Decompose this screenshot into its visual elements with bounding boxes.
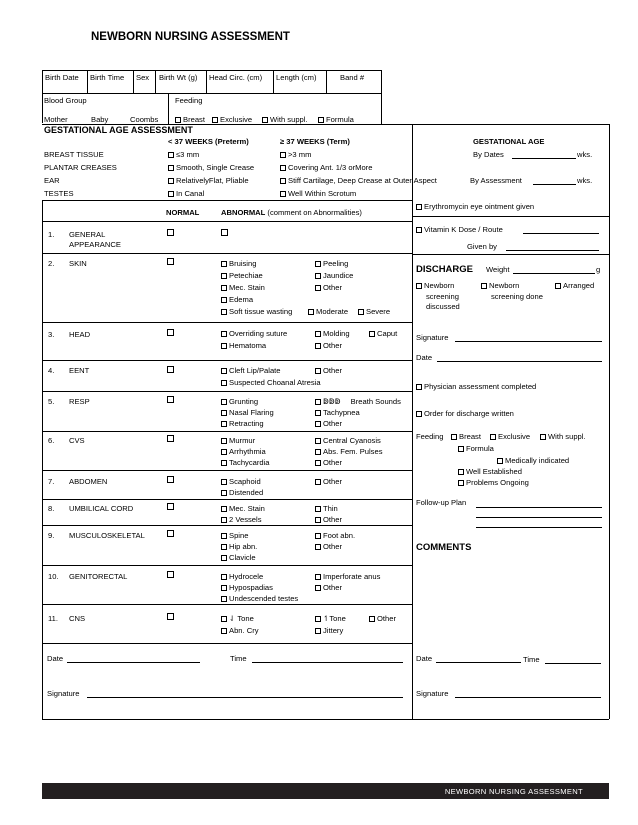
resp-tachypnea-option[interactable]: Tachypnea <box>315 408 360 417</box>
system-9-name: MUSCULOSKELETAL <box>69 531 145 540</box>
by-assessment-field[interactable] <box>533 184 576 185</box>
general-normal-checkbox[interactable] <box>167 229 174 236</box>
eent-normal-checkbox[interactable] <box>167 366 174 373</box>
checkbox-icon[interactable] <box>315 533 321 539</box>
umbilical-other-option[interactable]: Other <box>315 515 342 524</box>
resp-retracting-option[interactable]: Retracting <box>221 419 264 428</box>
birth-time-header: Birth Time <box>90 73 125 82</box>
cns-normal-checkbox[interactable] <box>167 613 174 620</box>
checkbox-icon[interactable] <box>458 480 464 486</box>
resp-normal-checkbox[interactable] <box>167 396 174 403</box>
testes-label: TESTES <box>44 189 74 198</box>
resp-grunting-option[interactable]: Grunting <box>221 397 258 406</box>
plantar-creases-label: PLANTAR CREASES <box>44 163 117 172</box>
checkbox-icon[interactable] <box>175 117 181 123</box>
checkbox-icon[interactable] <box>221 596 227 602</box>
checkbox-icon[interactable] <box>458 469 464 475</box>
checkbox-icon[interactable] <box>221 506 227 512</box>
checkbox-icon[interactable] <box>221 309 227 315</box>
checkbox-icon[interactable] <box>221 421 227 427</box>
checkbox-icon[interactable] <box>221 460 227 466</box>
checkbox-icon[interactable] <box>280 178 286 184</box>
footer-bar <box>42 783 609 799</box>
vitamin-k-dose-field[interactable] <box>523 233 599 234</box>
baby-label: Baby <box>91 115 109 124</box>
checkbox-icon[interactable] <box>168 191 174 197</box>
followup-line-2[interactable] <box>476 517 602 518</box>
comments-heading: COMMENTS <box>416 542 472 553</box>
checkbox-icon[interactable] <box>221 555 227 561</box>
discharge-date-label: Date <box>416 353 433 362</box>
normal-header: NORMAL <box>166 208 200 217</box>
right-date-field[interactable] <box>436 662 521 663</box>
screening-discussed-line2: screening <box>426 292 459 301</box>
checkbox-icon[interactable] <box>221 331 227 337</box>
given-by-field[interactable] <box>506 250 599 251</box>
checkbox-icon[interactable] <box>481 283 487 289</box>
checkbox-icon[interactable] <box>369 331 375 337</box>
discharge-formula-option[interactable]: Formula <box>458 444 494 453</box>
problems-ongoing-option[interactable]: Problems Ongoing <box>458 478 529 487</box>
musculo-spine-option[interactable]: Spine <box>221 531 248 540</box>
medically-indicated-option[interactable]: Medically indicated <box>497 456 569 465</box>
discharge-exclusive-option[interactable]: Exclusive <box>490 432 530 441</box>
skin-soft-tissue-option[interactable]: Soft tissue wasting <box>221 307 292 316</box>
checkbox-icon[interactable] <box>221 490 227 496</box>
system-7-name: ABDOMEN <box>69 477 108 486</box>
checkbox-icon[interactable] <box>315 285 321 291</box>
head-molding-option[interactable]: Molding <box>315 329 350 338</box>
cvs-cyanosis-option[interactable]: Central Cyanosis <box>315 436 381 445</box>
musculo-other-option[interactable]: Other <box>315 542 342 551</box>
skin-jaundice-option[interactable]: Jaundice <box>315 271 353 280</box>
checkbox-icon[interactable] <box>369 616 375 622</box>
general-abnormal-checkbox[interactable] <box>221 229 228 236</box>
plantar-term-option[interactable]: Covering Ant. 1/3 orMore <box>280 163 372 172</box>
discharge-order-option[interactable]: Order for discharge written <box>416 409 514 418</box>
checkbox-icon[interactable] <box>315 368 321 374</box>
checkbox-icon[interactable] <box>168 178 174 184</box>
discharge-weight-label: Weight <box>486 265 510 274</box>
bottom-signature-label: Signature <box>47 689 80 698</box>
head-caput-option[interactable]: Caput <box>369 329 397 338</box>
checkbox-icon[interactable] <box>451 434 457 440</box>
checkbox-icon[interactable] <box>315 449 321 455</box>
breast-term-option[interactable]: >3 mm <box>280 150 311 159</box>
cvs-fem-pulses-option[interactable]: Abs. Fem. Pulses <box>315 447 383 456</box>
resp-breath-sounds-option[interactable]: ↁↁↁ Breath Sounds <box>315 397 401 406</box>
head-other-option[interactable]: Other <box>315 341 342 350</box>
abdomen-normal-checkbox[interactable] <box>167 476 174 483</box>
checkbox-icon[interactable] <box>221 410 227 416</box>
checkbox-icon[interactable] <box>221 380 227 386</box>
checkbox-icon[interactable] <box>416 283 422 289</box>
checkbox-icon[interactable] <box>221 438 227 444</box>
system-11-name: CNS <box>69 614 86 623</box>
skin-mec-stain-option[interactable]: Mec. Stain <box>221 283 265 292</box>
checkbox-icon[interactable] <box>315 616 321 622</box>
cvs-tachycardia-option[interactable]: Tachycardia <box>221 458 270 467</box>
abnormal-header: ABNORMAL (comment on Abnormalities) <box>221 208 362 217</box>
given-by-label: Given by <box>467 242 497 251</box>
feeding-label: Feeding <box>175 96 203 105</box>
head-hematoma-option[interactable]: Hematoma <box>221 341 266 350</box>
checkbox-icon[interactable] <box>358 309 364 315</box>
abdomen-scaphoid-option[interactable]: Scaphoid <box>221 477 261 486</box>
eent-cleft-option[interactable]: Cleft Lip/Palate <box>221 366 281 375</box>
by-dates-field[interactable] <box>512 158 576 159</box>
checkbox-icon[interactable] <box>168 152 174 158</box>
discharge-with-suppl-option[interactable]: With suppl. <box>540 432 586 441</box>
footer-title: NEWBORN NURSING ASSESSMENT <box>444 787 583 796</box>
screening-arranged-option[interactable]: Arranged <box>555 281 594 290</box>
system-1-name-line2: APPEARANCE <box>69 240 121 249</box>
cvs-normal-checkbox[interactable] <box>167 435 174 442</box>
checkbox-icon[interactable] <box>221 368 227 374</box>
wks-label: wks. <box>577 150 593 159</box>
checkbox-icon[interactable] <box>315 331 321 337</box>
checkbox-icon[interactable] <box>315 506 321 512</box>
musculo-hip-option[interactable]: Hip abn. <box>221 542 257 551</box>
right-time-label: Time <box>523 655 540 664</box>
skin-peeling-option[interactable]: Peeling <box>315 259 348 268</box>
cvs-arrhythmia-option[interactable]: Arrhythmia <box>221 447 266 456</box>
checkbox-icon[interactable] <box>315 438 321 444</box>
system-4-number: 4. <box>48 366 55 375</box>
checkbox-icon[interactable] <box>315 273 321 279</box>
system-8-name: UMBILICAL CORD <box>69 504 134 513</box>
right-signature-label: Signature <box>416 689 449 698</box>
sex-header: Sex <box>136 73 150 82</box>
eent-other-option[interactable]: Other <box>315 366 342 375</box>
umbilical-2-vessels-option[interactable]: 2 Vessels <box>221 515 262 524</box>
cns-jittery-option[interactable]: Jittery <box>315 626 343 635</box>
feed-breast-option[interactable]: Breast <box>175 115 205 124</box>
system-3-number: 3. <box>48 330 55 339</box>
checkbox-icon[interactable] <box>280 191 286 197</box>
checkbox-icon[interactable] <box>318 117 324 123</box>
resp-nasal-flaring-option[interactable]: Nasal Flaring <box>221 408 274 417</box>
musculo-clavicle-option[interactable]: Clavicle <box>221 553 256 562</box>
umbilical-normal-checkbox[interactable] <box>167 503 174 510</box>
checkbox-icon[interactable] <box>280 152 286 158</box>
ear-preterm-option[interactable]: RelativelyFlat, Pliable <box>168 176 249 185</box>
cns-abn-cry-option[interactable]: Abn. Cry <box>221 626 259 635</box>
checkbox-icon[interactable] <box>315 585 321 591</box>
genito-normal-checkbox[interactable] <box>167 571 174 578</box>
followup-label: Follow-up Plan <box>416 498 467 507</box>
checkbox-icon[interactable] <box>315 399 321 405</box>
system-2-name: SKIN <box>69 259 87 268</box>
checkbox-icon[interactable] <box>416 384 422 390</box>
checkbox-icon[interactable] <box>315 517 321 523</box>
checkbox-icon[interactable] <box>315 410 321 416</box>
coombs-label: Coombs <box>130 115 159 124</box>
gestational-heading: GESTATIONAL AGE ASSESSMENT <box>44 125 193 135</box>
checkbox-icon[interactable] <box>221 285 227 291</box>
blood-group-label: Blood Group <box>44 96 87 105</box>
screening-discussed-option[interactable]: Newborn <box>416 281 454 290</box>
cns-low-tone-option[interactable]: ⇃ Tone <box>221 614 254 623</box>
system-6-name: CVS <box>69 436 85 445</box>
birth-weight-header: Birth Wt (g) <box>159 73 198 82</box>
term-header: ≥ 37 WEEKS (Term) <box>280 137 350 146</box>
system-2-number: 2. <box>48 259 55 268</box>
checkbox-icon[interactable] <box>262 117 268 123</box>
checkbox-icon[interactable] <box>315 460 321 466</box>
checkbox-icon[interactable] <box>221 616 227 622</box>
discharge-signature-label: Signature <box>416 333 449 342</box>
system-3-name: HEAD <box>69 330 91 339</box>
checkbox-icon[interactable] <box>490 434 496 440</box>
bottom-time-field[interactable] <box>252 662 403 663</box>
checkbox-icon[interactable] <box>416 204 422 210</box>
checkbox-icon[interactable] <box>555 283 561 289</box>
system-5-number: 5. <box>48 397 55 406</box>
right-signature-field[interactable] <box>455 697 601 698</box>
system-6-number: 6. <box>48 436 55 445</box>
checkbox-icon[interactable] <box>212 117 218 123</box>
checkbox-icon[interactable] <box>458 446 464 452</box>
discharge-breast-option[interactable]: Breast <box>451 432 481 441</box>
breast-preterm-option[interactable]: ≤3 mm <box>168 150 199 159</box>
checkbox-icon[interactable] <box>221 574 227 580</box>
checkbox-icon[interactable] <box>315 544 321 550</box>
by-assessment-label: By Assessment <box>470 176 522 185</box>
system-10-number: 10. <box>48 572 59 581</box>
page-title: NEWBORN NURSING ASSESSMENT <box>91 31 290 43</box>
checkbox-icon[interactable] <box>315 261 321 267</box>
checkbox-icon[interactable] <box>315 343 321 349</box>
checkbox-icon[interactable] <box>221 533 227 539</box>
umbilical-thin-option[interactable]: Thin <box>315 504 338 513</box>
system-5-name: RESP <box>69 397 90 406</box>
skin-normal-checkbox[interactable] <box>167 258 174 265</box>
system-7-number: 7. <box>48 477 55 486</box>
system-1-number: 1. <box>48 230 55 239</box>
genito-imperforate-option[interactable]: Imperforate anus <box>315 572 380 581</box>
weight-unit-label: g <box>596 265 601 274</box>
system-11-number: 11. <box>48 614 58 623</box>
skin-moderate-option[interactable]: Moderate <box>308 307 348 316</box>
checkbox-icon[interactable] <box>168 165 174 171</box>
gestational-age-header: GESTATIONAL AGE <box>473 137 545 146</box>
checkbox-icon[interactable] <box>416 227 422 233</box>
checkbox-icon[interactable] <box>416 411 422 417</box>
system-1-name: GENERAL <box>69 230 106 239</box>
checkbox-icon[interactable] <box>540 434 546 440</box>
physician-assessment-option[interactable]: Physician assessment completed <box>416 382 536 391</box>
head-normal-checkbox[interactable] <box>167 329 174 336</box>
checkbox-icon[interactable] <box>308 309 314 315</box>
vitamin-k-option[interactable]: Vitamin K Dose / Route <box>416 225 503 234</box>
checkbox-icon[interactable] <box>221 479 227 485</box>
eent-choanal-option[interactable]: Suspected Choanal Atresia <box>221 378 321 387</box>
followup-line-3[interactable] <box>476 527 602 528</box>
abdomen-distended-option[interactable]: Distended <box>221 488 263 497</box>
discharge-feeding-label: Feeding <box>416 432 444 441</box>
checkbox-icon[interactable] <box>315 574 321 580</box>
checkbox-icon[interactable] <box>315 421 321 427</box>
breath-sounds-symbol-icon: ↁↁↁ <box>323 397 341 406</box>
umbilical-mec-stain-option[interactable]: Mec. Stain <box>221 504 265 513</box>
checkbox-icon[interactable] <box>221 399 227 405</box>
genito-hydrocele-option[interactable]: Hydrocele <box>221 572 263 581</box>
breast-tissue-label: BREAST TISSUE <box>44 150 104 159</box>
screening-discussed-line3: discussed <box>426 302 460 311</box>
head-overriding-option[interactable]: Overriding suture <box>221 329 287 338</box>
genito-undescended-option[interactable]: Undescended testes <box>221 594 298 603</box>
cns-other-option[interactable]: Other <box>369 614 396 623</box>
mother-label: Mother <box>44 115 68 124</box>
system-9-number: 9. <box>48 531 55 540</box>
bottom-date-field[interactable] <box>67 662 200 663</box>
cvs-murmur-option[interactable]: Murmur <box>221 436 255 445</box>
checkbox-icon[interactable] <box>221 628 227 634</box>
checkbox-icon[interactable] <box>280 165 286 171</box>
testes-preterm-option[interactable]: In Canal <box>168 189 204 198</box>
length-header: Length (cm) <box>276 73 317 82</box>
plantar-preterm-option[interactable]: Smooth, Single Crease <box>168 163 254 172</box>
well-established-option[interactable]: Well Established <box>458 467 522 476</box>
band-header: Band # <box>340 73 365 82</box>
musculo-normal-checkbox[interactable] <box>167 530 174 537</box>
system-8-number: 8. <box>48 504 55 513</box>
erythromycin-option[interactable]: Erythromycin eye ointment given <box>416 202 534 211</box>
genito-other-option[interactable]: Other <box>315 583 342 592</box>
followup-line-1[interactable] <box>476 507 602 508</box>
bottom-date-label: Date <box>47 654 64 663</box>
right-date-label: Date <box>416 654 433 663</box>
preterm-header: < 37 WEEKS (Preterm) <box>168 137 249 146</box>
skin-edema-option[interactable]: Edema <box>221 295 253 304</box>
bottom-time-label: Time <box>230 654 247 663</box>
skin-bruising-option[interactable]: Bruising <box>221 259 256 268</box>
bottom-signature-field[interactable] <box>87 697 403 698</box>
screening-done-option[interactable]: Newborn <box>481 281 519 290</box>
wks-label: wks. <box>577 176 593 185</box>
right-time-field[interactable] <box>545 663 601 664</box>
skin-severe-option[interactable]: Severe <box>358 307 390 316</box>
feed-with-suppl-option[interactable]: With suppl. <box>262 115 308 124</box>
skin-petechiae-option[interactable]: Petechiae <box>221 271 263 280</box>
checkbox-icon[interactable] <box>221 261 227 267</box>
testes-term-option[interactable]: Well Within Scrotum <box>280 189 356 198</box>
checkbox-icon[interactable] <box>315 479 321 485</box>
checkbox-icon[interactable] <box>221 544 227 550</box>
genito-hypospadias-option[interactable]: Hypospadias <box>221 583 273 592</box>
birth-date-header: Birth Date <box>45 73 79 82</box>
feed-exclusive-option[interactable]: Exclusive <box>212 115 252 124</box>
feed-formula-option[interactable]: Formula <box>318 115 354 124</box>
system-10-name: GENITORECTAL <box>69 572 128 581</box>
ear-term-option[interactable]: Stiff Cartilage, Deep Crease at Outer Aspect <box>280 176 437 185</box>
discharge-heading: DISCHARGE <box>416 264 474 275</box>
checkbox-icon[interactable] <box>221 343 227 349</box>
ear-label: EAR <box>44 176 60 185</box>
head-circ-header: Head Circ. (cm) <box>209 73 263 82</box>
checkbox-icon[interactable] <box>221 297 227 303</box>
checkbox-icon[interactable] <box>497 458 503 464</box>
cns-high-tone-option[interactable]: ↿Tone <box>315 614 346 623</box>
resp-other-option[interactable]: Other <box>315 419 342 428</box>
skin-other-option[interactable]: Other <box>315 283 342 292</box>
discharge-signature-field[interactable] <box>455 341 602 342</box>
discharge-date-field[interactable] <box>437 361 602 362</box>
checkbox-icon[interactable] <box>221 585 227 591</box>
cvs-other-option[interactable]: Other <box>315 458 342 467</box>
checkbox-icon[interactable] <box>221 449 227 455</box>
by-dates-label: By Dates <box>473 150 504 159</box>
checkbox-icon[interactable] <box>221 517 227 523</box>
checkbox-icon[interactable] <box>315 628 321 634</box>
musculo-foot-option[interactable]: Foot abn. <box>315 531 355 540</box>
screening-done-line2: screening done <box>491 292 543 301</box>
abdomen-other-option[interactable]: Other <box>315 477 342 486</box>
checkbox-icon[interactable] <box>221 273 227 279</box>
system-4-name: EENT <box>69 366 90 375</box>
discharge-weight-field[interactable] <box>513 273 595 274</box>
